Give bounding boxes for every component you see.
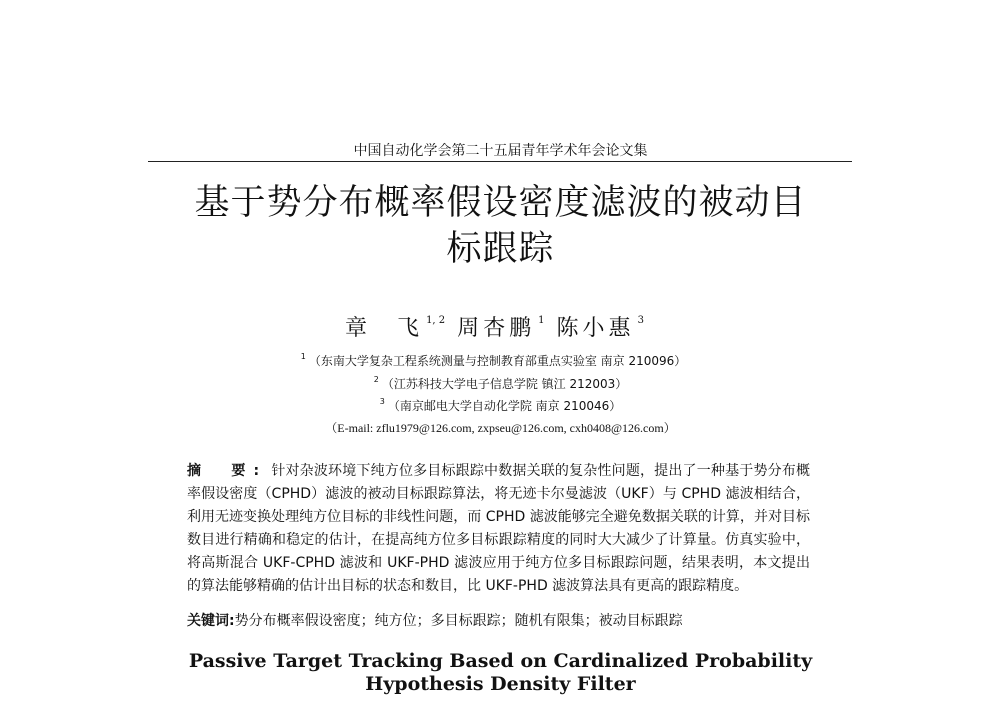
title-chinese-line-2: 标跟踪: [446, 229, 555, 269]
affiliation-text: （江苏科技大学电子信息学院 镇江 212003）: [381, 377, 628, 391]
affiliation: [143, 352, 844, 369]
affiliation-marker: 1: [300, 352, 306, 361]
author-emails: （E-mail: zflu1979@126.com, zxpseu@126.com, cxh0408@126.com）: [325, 421, 676, 435]
affiliation-text: （南京邮电大学自动化学院 南京 210046）: [387, 399, 622, 413]
title-chinese: [150, 180, 851, 272]
header-rule: [148, 161, 852, 162]
abstract-label: 摘 要:: [187, 463, 268, 479]
abstract-text: 针对杂波环境下纯方位多目标跟踪中数据关联的复杂性问题，提出了一种基于势分布概率假设密度（CPHD）滤波的被动目标跟踪算法，将无迹卡尔曼滤波（UKF）与 CPHD 滤波相结合，利用无迹变换处理纯方位目标的非线性问题，而 CPHD 滤波能够完全避免数据关联的计算，并对目标数目进行精确和稳定的估计，在提高纯方位多目标跟踪精度的同时大大减少了计算量。仿真实验中，将高斯混合 UKF-CPHD 滤波和 UKF-PHD 滤波应用于纯方位多目标跟踪问题，结果表明，本文提出的算法能够精确的估计出目标的状态和数目，比 UKF-PHD 滤波算法具有更高的跟踪精度。: [187, 463, 810, 594]
title-chinese-line-1: 基于势分布概率假设密度滤波的被动目: [194, 183, 807, 223]
author-name: 陈小惠: [556, 316, 635, 341]
affiliation: [150, 397, 851, 414]
keywords-text: 势分布概率假设密度；纯方位；多目标跟踪；随机有限集；被动目标跟踪: [234, 613, 683, 629]
author-affiliation-marker: 1: [538, 315, 545, 326]
author-name: 章 飞: [345, 316, 424, 341]
title-english: [150, 650, 851, 696]
running-head: 中国自动化学会第二十五届青年学术年会论文集: [353, 143, 648, 159]
author-list: [150, 311, 851, 342]
title-english-line-1: Passive Target Tracking Based on Cardinalized Probability: [188, 650, 813, 672]
abstract: [187, 460, 810, 598]
affiliation-marker: 2: [373, 375, 379, 384]
keywords-label: 关键词:: [187, 613, 235, 629]
affiliation: [150, 375, 851, 392]
keywords: [187, 610, 810, 633]
affiliation-marker: 3: [379, 397, 385, 406]
title-english-line-2: Hypothesis Density Filter: [365, 673, 636, 695]
author-affiliation-marker: 1, 2: [426, 315, 446, 326]
author-name: 周杏鹏: [457, 316, 536, 341]
author-affiliation-marker: 3: [637, 315, 644, 326]
affiliation-text: （东南大学复杂工程系统测量与控制教育部重点实验室 南京 210096）: [308, 354, 687, 368]
